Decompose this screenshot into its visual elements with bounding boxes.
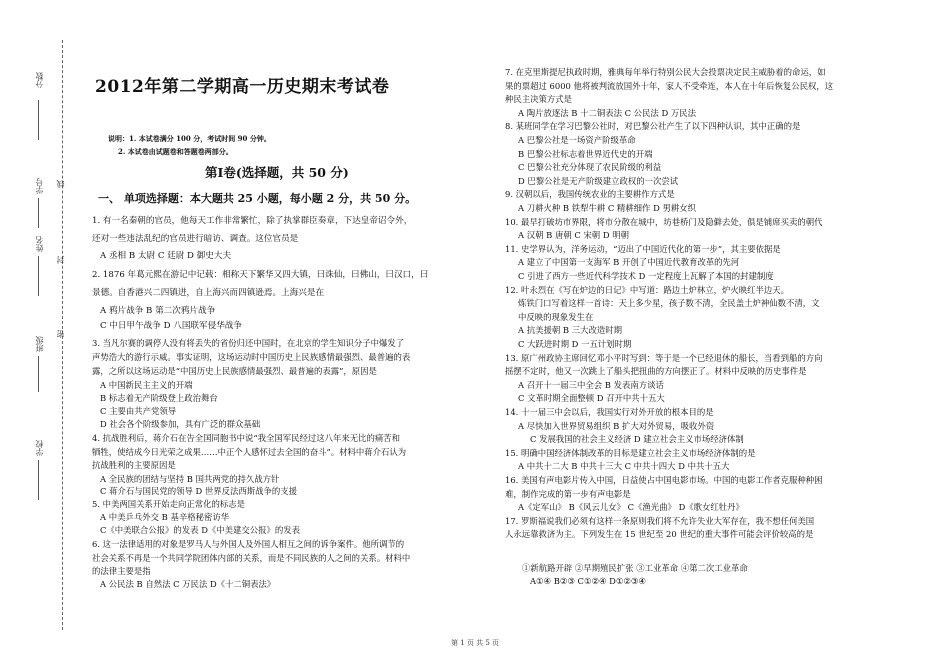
left-text-line: B 标志着无产阶级登上政治舞台 [100, 393, 218, 403]
left-text-line: A 全民族的团结与坚持 B 国共两党的持久战方针 [100, 474, 280, 484]
right-text-line: D 巴黎公社是无产阶级建立政权的一次尝试 [518, 175, 679, 186]
right-text-line: 种民主决策方式是 [505, 94, 572, 105]
left-text-line: A 中国新民主主义的开端 [100, 380, 193, 390]
right-text-line: 13. 原广州政协主席回忆邓小平时写到：等于是一个已经退休的船长，当看到船的方向 [505, 352, 823, 363]
left-text-line: 4. 抗战胜利后，蒋介石在告全国同胞书中说“我全国军民经过这八年来无比的痛苦和 [92, 433, 401, 443]
left-text-line: 景德。自香港兴二四镇进，自上海兴而四镇逊焉。上海兴是在 [92, 288, 325, 298]
left-text-line: 1. 有一名秦朝的官员，他每天工作非常繁忙，除了执掌群臣奏章，下达皇帝诏令外， [92, 216, 413, 226]
left-text-line: A 鸦片战争 B 第二次鸦片战争 [100, 306, 216, 316]
margin-label-name: 姓名 [35, 236, 44, 252]
right-text-line: 10. 最早打破坊市界限，将市分散在城中，坊巷桥门及隐僻去处，俱是铺席买卖的朝代 [505, 216, 823, 227]
right-text-line: 17. 罗斯福说我们必须有这样一条原则我们将不允许失业大军存在，我不想任何美国 [505, 515, 815, 526]
left-text-line: 还对一些违法乱纪的官员进行暗访、调查。这位官员是 [92, 234, 299, 244]
margin-label-class: 班级 [35, 336, 44, 352]
name-line [38, 256, 39, 296]
left-text-line: A 公民法 B 自然法 C 万民法 D《十二铜表法》 [100, 579, 276, 589]
left-text-line: C 蒋介石与国民党的领导 D 世界反法西斯战争的支援 [100, 486, 297, 496]
right-text-line: 中反映的现象发生在 [518, 311, 594, 322]
left-text-line: A 丞相 B 太尉 C 廷尉 D 御史大夫 [100, 251, 232, 261]
margin-label-school: 学校 [35, 440, 44, 456]
exam-title: 2012年第二学期高一历史期末考试卷 [95, 77, 390, 97]
exam-note-2: 2. 本试卷由试题卷和答题卷两部分。 [118, 147, 233, 156]
left-text-line: A 中美乒乓外交 B 基辛格秘密访华 [100, 512, 230, 522]
left-text-line: 2. 1876 年葛元熙在游记中记载：相称天下繁华又四大镇，曰诛仙，曰佛山，曰汉口，曰 [92, 270, 429, 280]
right-text-line: A 刀耕火种 B 铁犁牛耕 C 精耕细作 D 男耕女织 [518, 203, 696, 213]
right-text-line: 7. 在克里斯提尼执政时期，雅典每年举行特别公民大会投票决定民主威胁着的命运，如 [505, 67, 826, 77]
right-text-line: 12. 叶永烈在《写在炉边的日记》中写道：路边土炉林立，炉火映红半边天。 [505, 284, 789, 295]
right-text-line: 炼铁门口写着这样一首诗：天上多少星，孩子数不清，全民盖土炉神仙数不清，文 [518, 298, 820, 309]
section-heading: 第Ⅰ卷(选择题，共 50 分) [205, 165, 349, 180]
right-text-line: B 巴黎公社标志着世界近代史的开端 [518, 148, 653, 159]
margin-label-seal: 封 [56, 256, 65, 264]
left-text-line: 抗战胜利的主要原因是 [92, 460, 176, 470]
left-text-line: 牺牲，使结成今日光荣之成果……中正个人感怀过去全国的奋斗”。材料中蒋介石认为 [92, 447, 407, 457]
right-text-line: C 引进了西方一些近代科学技术 D 一定程度上瓦解了本国的封建制度 [518, 271, 774, 281]
left-text-line: 社会关系不再是一个共同学院团体内部的关系，而是不同民族的人之间的关系。材料中 [92, 553, 411, 563]
right-text-line: A 巴黎公社是一场资产阶级革命 [518, 135, 636, 145]
part-heading: 一、 单项选择题：本大题共 25 小题，每小题 2 分，共 50 分。 [98, 192, 417, 205]
right-text-line: C 发展我国的社会主义经济 D 建立社会主义市场经济体制 [530, 434, 744, 445]
right-text-line: C 巴黎公社充分体现了农民阶级的利益 [518, 162, 662, 173]
left-text-line: 声势浩大的游行示威。事实证明，这场运动时中国历史上民族感情最强烈、最普遍的表 [92, 352, 411, 362]
margin-label-line: 线 [56, 180, 65, 188]
right-text-line: A 陶片放逐法 B 十二铜表法 C 公民法 D 万民法 [518, 107, 696, 118]
left-text-line: 3. 当凡尔赛的调停人没有将丢失的省份归还中国时，在北京的学生知识分子中爆发了 [92, 338, 405, 348]
right-text-line: C 文革时期全面整顿 D 召开中共十五大 [518, 393, 665, 404]
left-text-line: D 社会各个阶级参加，具有广泛的群众基础 [100, 419, 261, 429]
right-text-line: A 中共十二大 B 中共十三大 C 中共十四大 D 中共十五大 [518, 461, 730, 472]
left-text-line: 的法律主要是指 [92, 566, 151, 576]
left-text-line: 露，之所以这场运动是“中国历史上民族感情最强烈、最普遍的表露”，原因是 [92, 366, 377, 376]
margin-label-score: 分数 [35, 72, 44, 88]
right-text-line: 人永远靠救济为主。下列发生在 15 世纪至 20 世纪的重大事件可能会评价较高的是 [505, 529, 814, 540]
right-text-line: 难，制作完成的第一步有声电影是 [505, 488, 631, 499]
page-footer: 第 1 页 共 5 页 [450, 639, 500, 647]
right-text-line: 果的票超过 6000 他将被判流放国外十年，家人不受牵连，本人在十年后恢复公民权，这 [505, 80, 834, 91]
right-text-line: A《定军山》 B《风云儿女》 C《渔光曲》 D《歌女红牡丹》 [518, 502, 744, 513]
right-text-line: 8. 某班同学在学习巴黎公社时，对巴黎公社产生了以下四种认识，其中正确的是 [505, 121, 801, 132]
left-text-line: C 中日甲午战争 D 八国联军侵华战争 [100, 321, 242, 331]
right-text-line: A 建立了中国第一支海军 B 开创了中国近代教育改革的先河 [518, 257, 740, 268]
left-text-line: 6. 这一法律适用的对象是罗马人与外国人及外国人相互之间的诉争案件。他所调节的 [92, 539, 405, 549]
left-text-line: 5. 中美两国关系开始走向正常化的标志是 [92, 499, 246, 509]
right-text-line: A 抗美援朝 B 三大改造时期 [518, 325, 622, 336]
score-line [38, 100, 39, 140]
right-text-line: 14. 十一届三中会以后，我国实行对外开放的根本目的是 [505, 407, 714, 417]
left-text-line: C 主要由共产党领导 [100, 406, 177, 416]
class-line [38, 356, 39, 392]
right-text-line: A①④ B②③ C①②④ D①②③④ [530, 576, 646, 587]
left-text-line: C《中美联合公报》的发表 D《中美建交公报》的发表 [100, 525, 301, 535]
student-id-line [38, 198, 39, 228]
school-line [38, 460, 39, 500]
margin-label-secret: 密 [56, 330, 65, 338]
right-text-line: A 尽快加入世界贸易组织 B 扩大对外贸易，吸收外资 [518, 420, 715, 431]
margin-label-student-id: 学号 [35, 178, 44, 194]
right-text-line: ①新航路开辟 ②早期殖民扩张 ③工业革命 ④第二次工业革命 [522, 562, 748, 573]
right-text-line: 15. 明确中国经济体制改革的目标是建立社会主义市场经济体制的是 [505, 447, 756, 458]
right-text-line: 摇摆不定时，他又一次跳上了船头把扭曲的方向摆正了。材料中反映的历史事件是 [505, 366, 807, 377]
right-text-line: 11. 史学界认为，洋务运动，“迈出了中国近代化的第一步”，其主要依据是 [505, 243, 781, 254]
right-text-line: A 汉朝 B 唐朝 C 宋朝 D 明朝 [518, 230, 629, 241]
right-text-line: A 召开十一届三中全会 B 发表南方谈话 [518, 379, 664, 390]
binding-margin [0, 0, 70, 658]
exam-note-1: 说明：1. 本试卷满分 100 分，考试时间 90 分钟。 [108, 134, 271, 143]
right-text-line: 16. 美国有声电影片传入中国，日益使占中国电影市场。中国的电影工作者克服种种困 [505, 475, 823, 485]
right-text-line: C 大跃进时期 D 一五计划时期 [518, 339, 632, 349]
right-text-line: 9. 汉朝以后，我国传统农业的主要耕作方式是 [505, 189, 675, 200]
